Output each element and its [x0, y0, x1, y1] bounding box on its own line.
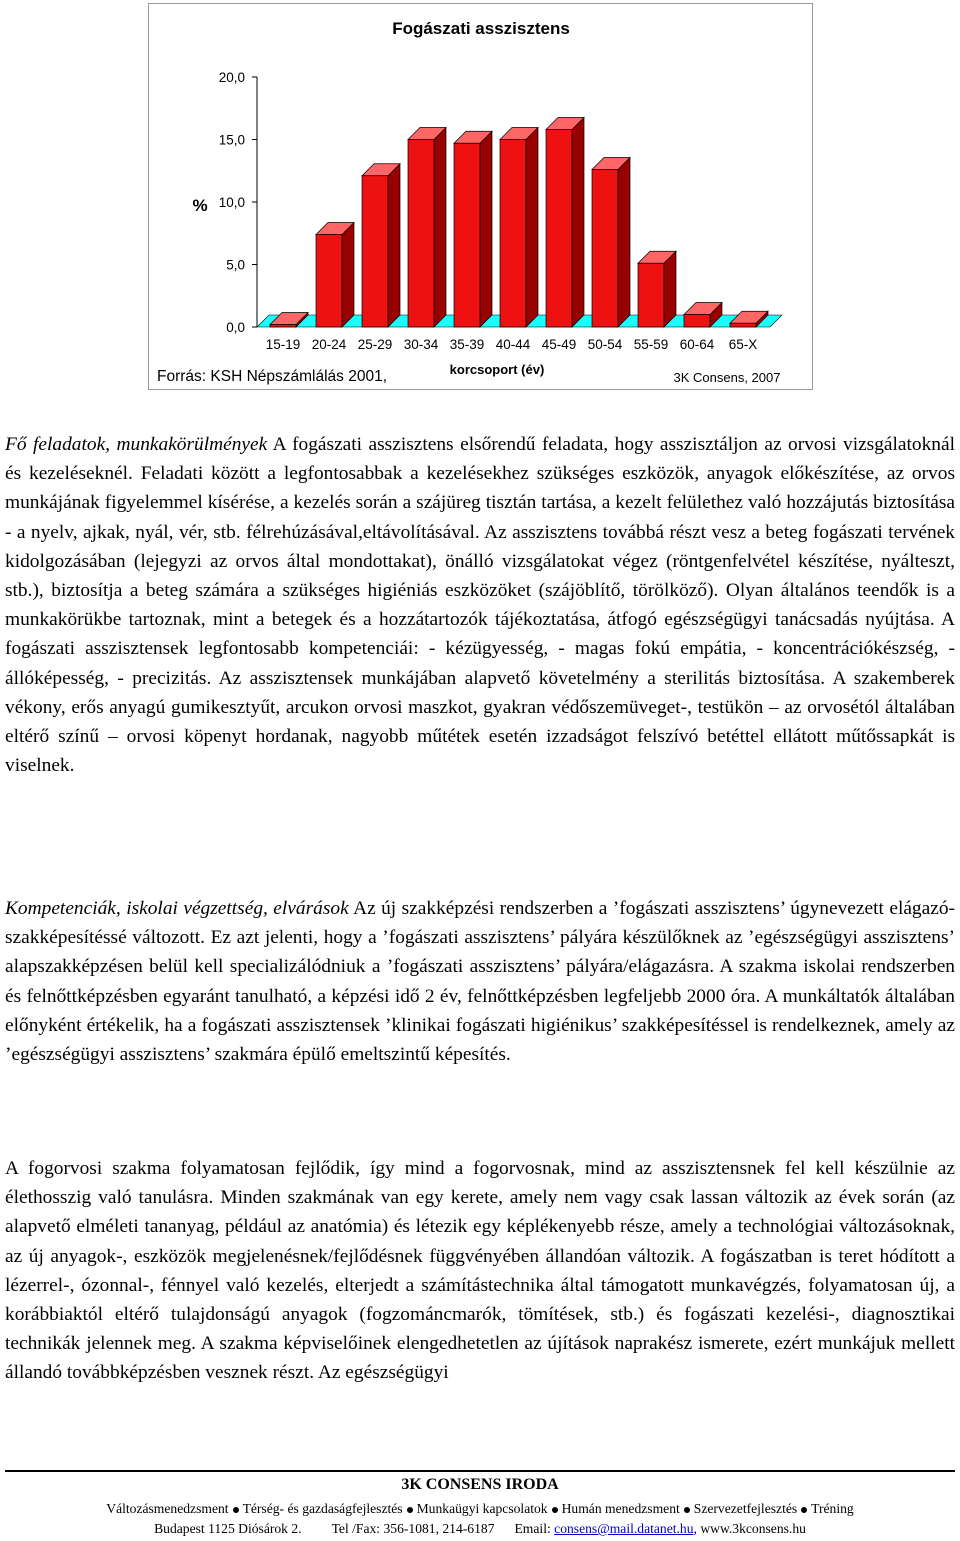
paragraph-tasks [5, 430, 955, 780]
bar-side [526, 128, 538, 328]
paragraph-text: A fogászati asszisztens elsőrendű feladata, hogy asszisztáljon az orvosi vizsgálatoknál és kezeléseknél. Feladati között a legfontosabbak a kezelésekhez szükséges eszközök, anyagok előkészítése, az orvos munkájának figyelemmel kísérése, a kezelés során a szájüreg tisztán tartása, a kezelt felülethez való hozzájutás biztosítása - a nyelv, ajkak, nyál, vér, stb. félrehúzásával,eltávolításával. Az asszisztens továbbá részt vesz a beteg fogászati tervének kidolgozásában (lejegyzi az orvos által mondottakat), önálló vizsgálatokat végez (röntgenfelvétel készítése, nyálteszt, stb.), biztosítja a beteg számára a szükséges higiéniás eszközöket (szájöblítő, törölköző). Olyan általános teendők is a munkakörükbe tartoznak, mint a betegek és a hozzátartozók tájékoztatása, átfogó egészségügyi tanácsadás nyújtása. A fogászati asszisztensek legfontosabb kompetenciái: - kézügyesség, - magas fokú empátia, - koncentrációkészség, - állóképesség, - precizitás. Az asszisztensek munkájában alapvető követelmény a sterilitás biztosítása. A szakemberek vékony, erős anyagú gumikesztyűt, arcukon orvosi maszkot, gyakran védőszemüveget-, testükön – az orvosétól általában eltérő színű – orvosi köpenyt hordanak, nagyobb műtétek esetén izzadságot felszívó betéttel ellátott műtőssapkát is viselnek. [5, 434, 955, 777]
bar-front [638, 263, 664, 327]
y-tick-label: 0,0 [226, 320, 245, 335]
chart-credit: 3K Consens, 2007 [673, 370, 781, 385]
bar [362, 164, 400, 327]
bar-front [362, 176, 388, 327]
bar-front [316, 235, 342, 328]
y-axis-ticks [219, 70, 257, 335]
bullet-icon [801, 1507, 807, 1513]
paragraph-lead: Kompetenciák, iskolai végzettség, elvárások [5, 898, 349, 919]
x-tick-label: 60-64 [679, 337, 715, 352]
service-item: Változásmenedzsment [106, 1501, 229, 1516]
bar [500, 128, 538, 328]
y-tick-label: 15,0 [218, 132, 245, 148]
x-tick-label: 35-39 [449, 337, 485, 352]
x-axis-label: korcsoport (év) [449, 362, 545, 377]
x-tick-label: 25-29 [357, 337, 393, 352]
footer-services [0, 1500, 960, 1518]
service-item: Szervezetfejlesztés [693, 1501, 798, 1516]
y-axis-label: % [192, 196, 208, 215]
bar-front [592, 170, 618, 328]
chart-title: Fogászati asszisztens [392, 19, 570, 38]
footer-email-label: Email: [514, 1521, 551, 1536]
x-tick-label: 55-59 [633, 337, 669, 352]
bar-side [572, 118, 584, 328]
x-tick-label: 20-24 [311, 337, 347, 352]
bar [592, 158, 630, 328]
bar-side [342, 223, 354, 328]
bar [408, 128, 446, 328]
bar-front [454, 143, 480, 327]
x-tick-label: 45-49 [541, 337, 577, 352]
x-tick-label: 65-X [728, 337, 758, 352]
bar-front [408, 140, 434, 328]
paragraph-development [5, 1154, 955, 1388]
service-item: Tréning [811, 1501, 854, 1516]
y-tick-label: 5,0 [226, 257, 245, 273]
service-item: Térség- és gazdaságfejlesztés [242, 1501, 403, 1516]
paragraph-text: Az új szakképzési rendszerben a ’fogászati asszisztens’ úgynevezett elágazó-szakképesítéssé változott. Ez azt jelenti, hogy a ’fogászati asszisztens’ pályára készülőknek az ’egészségügyi asszisztens’ alapszakképzésen belül kell specializálódniuk a ’fogászati asszisztens’ pályára/elágazásra. A szakma iskolai rendszerben és felnőttképzésben egyaránt tanulható, a képzési idő 2 év, felnőttképzésben legfeljebb 2000 óra. A munkáltatók általában előnyként értékelik, ha a fogászati asszisztensek ’klinikai fogászati higiénikus’ szakképesítéssel is rendelkeznek, amely az ’egészségügyi asszisztens’ szakmára épülő emeltszintű képesítés. [5, 898, 955, 1066]
service-item: Humán menedzsment [561, 1501, 680, 1516]
bar-side [480, 131, 492, 327]
x-tick-label: 50-54 [587, 337, 623, 352]
bar-side [434, 128, 446, 328]
paragraph-lead: Fő feladatok, munkakörülmények [5, 434, 268, 455]
footer-separator: , [693, 1521, 697, 1536]
bar-front [270, 325, 296, 328]
footer-title: 3K CONSENS IRODA [401, 1476, 559, 1493]
x-tick-label: 40-44 [495, 337, 531, 352]
footer-email-link[interactable]: consens@mail.datanet.hu [554, 1521, 694, 1536]
bar-front [500, 140, 526, 328]
bar-front [684, 315, 710, 328]
bar-side [618, 158, 630, 328]
service-item: Munkaügyi kapcsolatok [416, 1501, 548, 1516]
y-tick-label: 20,0 [218, 70, 245, 85]
footer-divider [5, 1470, 955, 1472]
chart-panel [148, 3, 813, 390]
bar [316, 223, 354, 328]
footer-web: www.3kconsens.hu [700, 1521, 806, 1536]
bullet-icon [684, 1507, 690, 1513]
footer-contact [0, 1520, 960, 1538]
bullet-icon [552, 1507, 558, 1513]
bar-side [388, 164, 400, 327]
x-tick-label: 30-34 [403, 337, 439, 352]
paragraph-text: A fogorvosi szakma folyamatosan fejlődik, így mind a fogorvosnak, mind az asszisztensnek fel kell készülnie az élethosszig való tanulásra. Minden szakmának van egy kerete, amely nem vagy csak lassan változik az évek során (az alapvető elméleti tananyag, például az anatómia) és létezik egy képlékenyebb része, amely a technológiai változásoknak, az új anyagok-, eszközök megjelenésnek/fejlődésnek függvényében állandóan változik. A fogászatban is teret hódított a lézerrel-, ózonnal-, fénnyel való kezelés, elterjedt a számítástechnika által támogatott munkavégzés, folyamatosan új, a korábbiaktól eltérő tulajdonságú anyagok (fogzománcmarók, tömítések, stb.) és fogászati kezelési-, diagnosztikai technikák jelennek meg. A szakma képviselőinek elengedhetetlen az újítások naprakész ismerete, ezért munkájuk mellett állandó továbbképzésben vesznek részt. Az egészségügyi [5, 1158, 955, 1384]
chart-source: Forrás: KSH Népszámlálás 2001, [157, 368, 388, 385]
bar [546, 118, 584, 328]
footer-address: Budapest 1125 Diósárok 2. [154, 1521, 302, 1536]
footer-phone: Tel /Fax: 356-1081, 214-6187 [331, 1521, 495, 1536]
x-axis-ticks [266, 337, 758, 352]
paragraph-competencies [5, 894, 955, 1069]
bar-front [546, 130, 572, 328]
x-tick-label: 15-19 [265, 337, 301, 352]
chart-bars [270, 118, 768, 328]
bar-chart [149, 4, 814, 391]
bullet-icon [233, 1507, 239, 1513]
bar-front [730, 323, 756, 327]
bar [638, 251, 676, 327]
bar-side [664, 251, 676, 327]
bar [454, 131, 492, 327]
y-tick-label: 10,0 [218, 195, 245, 210]
bullet-icon [407, 1507, 413, 1513]
